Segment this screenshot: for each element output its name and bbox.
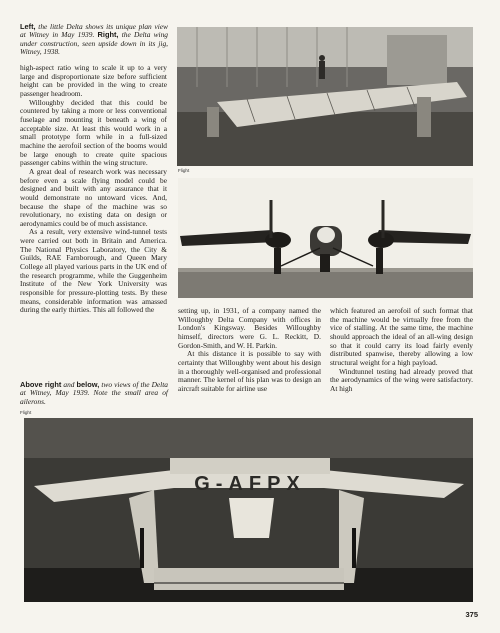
caption-text: the little Delta shows its unique plan view at Witney in May 1939. bbox=[20, 22, 168, 40]
caption-lead: below, bbox=[76, 380, 100, 389]
caption-text: two views of the Delta at Witney, May 1939. Note the small area of ailerons. bbox=[20, 380, 168, 406]
page-number: 375 bbox=[465, 610, 478, 619]
paragraph: At this distance it is possible to say with certainty that Willoughby went about his design in a thoroughly well-organised and professional manner. The kernel of his plan was to design an aircraft suitable for airline use bbox=[178, 349, 321, 393]
body-column-3 bbox=[330, 307, 473, 394]
caption-top-left bbox=[20, 23, 168, 57]
photo-delta-plan-view bbox=[24, 418, 473, 602]
paragraph: which featured an aerofoil of such format that the machine would be virtually free from the vice of stalling. At the same time, the machine should approach the ideal of an all-wing design so that it could carry its load fairly evenly distributed spanwise, thereby allowing a low structural weight for a high payload. bbox=[330, 306, 473, 367]
caption-lead: Above right bbox=[20, 380, 62, 389]
paragraph: high-aspect ratio wing to scale it up to a very large and disproportionate size before sufficient height can be provided in the wing to create passenger headroom. bbox=[20, 63, 167, 98]
paragraph: As a result, very extensive wind-tunnel tests were carried out both in Britain and America. The National Physics Laboratory, the City & Guilds, RAE Farnborough, and Queen Mary College all played various parts in the UK end of the research programme, while the Guggenheim Institute of the New York University was responsible for pressure-plotting tests. By these means, considerable information was amassed during the early thirties. This all followed the bbox=[20, 227, 167, 315]
caption-lead: Left, bbox=[20, 22, 36, 31]
photo-delta-front bbox=[178, 178, 473, 298]
caption-text: and bbox=[61, 380, 77, 389]
paragraph: A great deal of research work was necessary before even a scale flying model could be designed and built with any assurance that it would demonstrate no untoward vices. And, because the shape of the machine was so revolutionary, no existing data on design or aerodynamics could be of much assistance. bbox=[20, 166, 167, 228]
registration-text: G-AFPX bbox=[194, 473, 306, 495]
caption-text: the Delta wing under construction, seen upside down in its jig, Witney, 1938. bbox=[20, 30, 169, 57]
photo-credit: Flight bbox=[178, 168, 190, 173]
paragraph: Willoughby decided that this could be countered by taking a more or less conventional fuselage and mounting it beneath a wing of acceptable size. At least this would work in a small prototype form while in a full-sized machine the aerofoil section of the booms would be large enough to create quite spacious passenger cabins within the wing structure. bbox=[20, 97, 167, 168]
caption-bottom-left bbox=[20, 381, 168, 406]
registration-lettering bbox=[194, 473, 306, 495]
photo-wing-construction bbox=[177, 27, 473, 166]
body-column-2 bbox=[178, 307, 321, 394]
body-column-1 bbox=[20, 64, 167, 315]
paragraph: setting up, in 1931, of a company named the Willoughby Delta Company with offices in London's Kingsway. Besides Willoughby himself, directors were G. L. Reckitt, D. Gordon-Smith, and W. H. Parkin. bbox=[178, 306, 321, 350]
paragraph: Windtunnel testing had already proved that the aerodynamics of the wing were satisfactory. At high bbox=[330, 366, 473, 393]
photo-credit: Flight bbox=[20, 410, 32, 415]
caption-lead: Right, bbox=[97, 30, 119, 40]
